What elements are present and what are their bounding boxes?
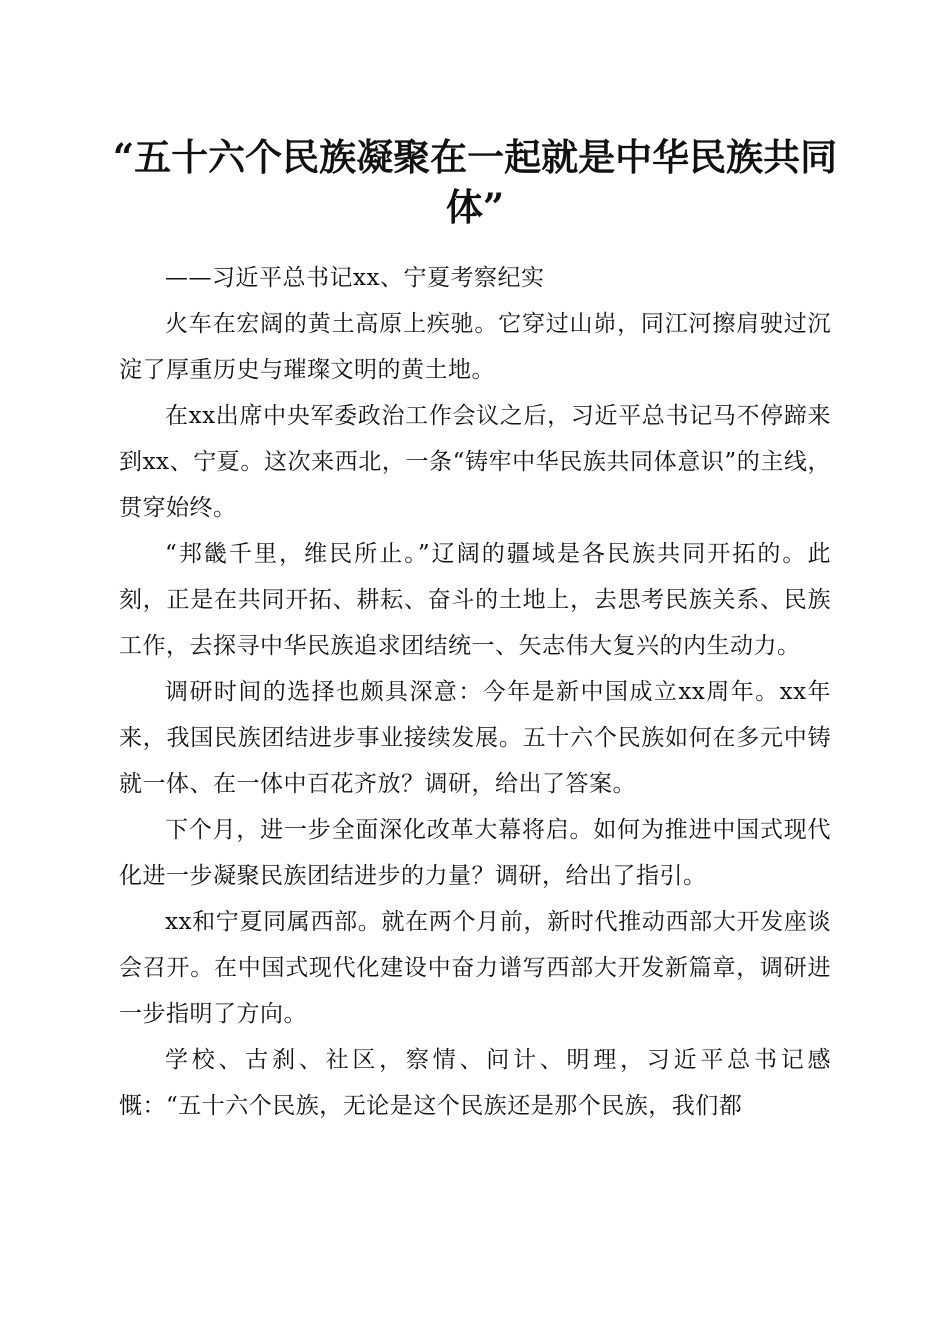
paragraph: 下个月，进一步全面深化改革大幕将启。如何为推进中国式现代化进一步凝聚民族团结进步的力量？调研，给出了指引。 [119, 817, 831, 889]
paragraph: 在xx出席中央军委政治工作会议之后，习近平总书记马不停蹄来到xx、宁夏。这次来西北，一条“铸牢中华民族共同体意识”的主线，贯穿始终。 [119, 403, 831, 521]
document-title: “五十六个民族凝聚在一起就是中华民族共同体” [112, 135, 838, 229]
document-subtitle: ——习近平总书记xx、宁夏考察纪实 [165, 265, 545, 291]
paragraph: 调研时间的选择也颇具深意：今年是新中国成立xx周年。xx年来，我国民族团结进步事业接续发展。五十六个民族如何在多元中铸就一体、在一体中百花齐放？调研，给出了答案。 [119, 679, 831, 797]
paragraph: xx和宁夏同属西部。就在两个月前，新时代推动西部大开发座谈会召开。在中国式现代化建设中奋力谱写西部大开发新篇章，调研进一步指明了方向。 [119, 909, 831, 1027]
paragraph: “邦畿千里，维民所止。”辽阔的疆域是各民族共同开拓的。此刻，正是在共同开拓、耕耘、奋斗的土地上，去思考民族关系、民族工作，去探寻中华民族追求团结统一、矢志伟大复兴的内生动力。 [119, 541, 831, 659]
paragraph: 学校、古刹、社区，察情、问计、明理，习近平总书记感慨：“五十六个民族，无论是这个民族还是那个民族，我们都 [119, 1047, 831, 1119]
paragraph: 火车在宏阔的黄土高原上疾驰。它穿过山峁，同江河擦肩驶过沉淀了厚重历史与璀璨文明的黄土地。 [119, 311, 831, 383]
document-body [119, 255, 831, 1129]
